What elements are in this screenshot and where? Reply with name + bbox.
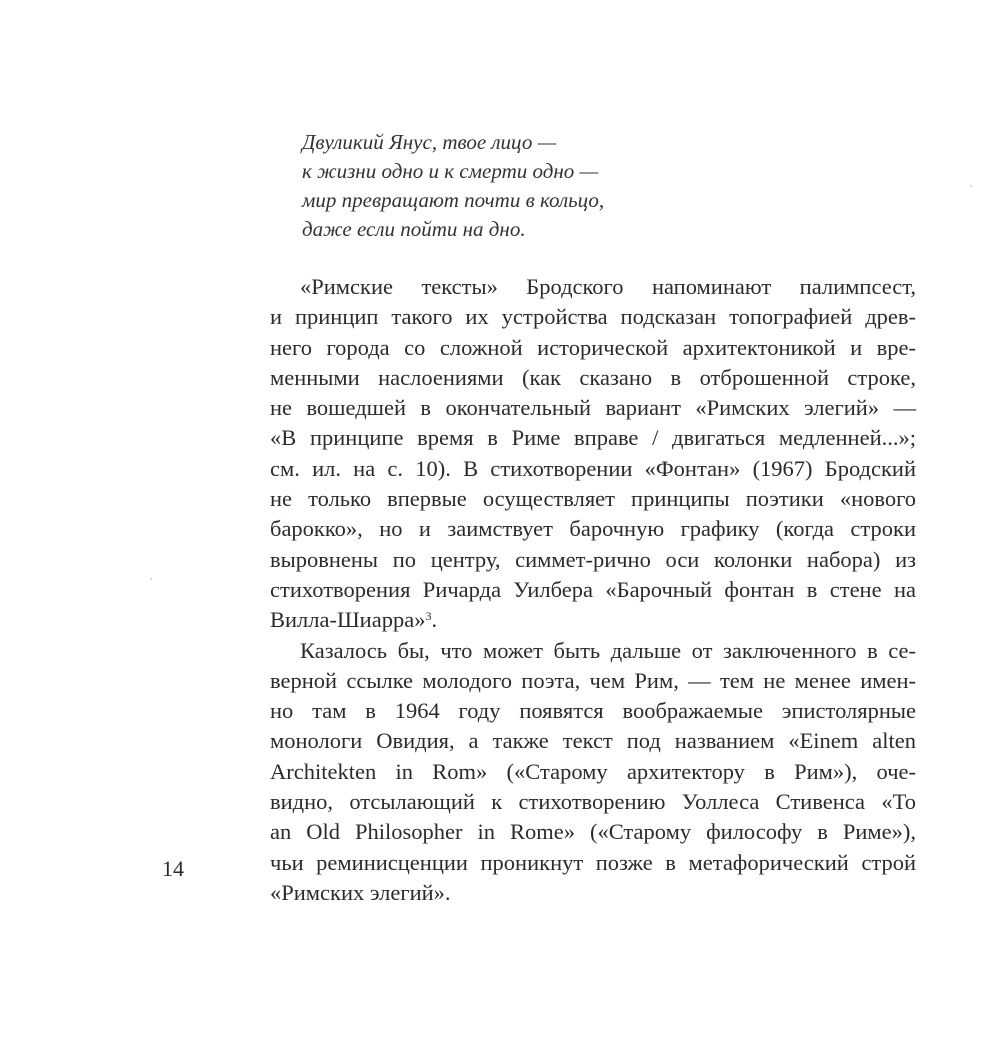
paragraph-line: an Old Philosopher in Rome» («Старому философу в Риме»),: [270, 819, 916, 845]
paragraph-line: «В принципе время в Риме вправе / двигаться медленней...»;: [270, 425, 916, 451]
epigraph-line: к жизни одно и к смерти одно —: [302, 159, 599, 183]
paragraph-line: «Римских элегий».: [270, 879, 451, 905]
footnote-reference[interactable]: 3: [425, 609, 432, 624]
paragraph-line: но там в 1964 году появятся воображаемые эпистолярные: [270, 698, 916, 724]
paragraph-line: стихотворения Ричарда Уилбера «Барочный фонтан в стене на: [270, 576, 916, 602]
paragraph-line: не только впервые осуществляет принципы поэтики «нового: [270, 486, 916, 512]
body-text: [270, 272, 916, 908]
paragraph-line-with-footnote: [270, 605, 916, 635]
paper-speck: [150, 578, 152, 580]
epigraph-poem: [302, 128, 722, 244]
paragraph-line: барокко», но и заимствует барочную графику (когда строки: [270, 516, 916, 542]
paragraph-line-text: Вилла-Шиарра»: [270, 607, 426, 633]
paragraph-line: верной ссылке молодого поэта, чем Рим, — тем не менее имен-: [270, 667, 916, 693]
paragraph-line: Казалось бы, что может быть дальше от заключенного в се-: [300, 637, 916, 663]
paragraph-line: и принцип такого их устройства подсказан топографией древ-: [270, 304, 916, 330]
paragraph-line: Architekten in Rom» («Старому архитектору в Рим»), оче-: [270, 758, 916, 784]
epigraph-line: мир превращают почти в кольцо,: [302, 188, 605, 212]
paragraph-line: монологи Овидия, а также текст под названием «Einem alten: [270, 728, 916, 754]
paragraph-line: чьи реминисценции проникнут позже в метафорический строй: [270, 849, 916, 875]
paragraph-line: см. ил. на с. 10). В стихотворении «Фонтан» (1967) Бродский: [270, 455, 916, 481]
page-number: 14: [162, 856, 184, 881]
paragraph-line: видно, отсылающий к стихотворению Уоллеса Стивенса «To: [270, 789, 916, 815]
epigraph-line: даже если пойти на дно.: [302, 217, 526, 241]
sentence-end: .: [431, 607, 438, 633]
paragraph-line: не вошедшей в окончательный вариант «Римских элегий» —: [270, 395, 916, 421]
paragraph-line: него города со сложной исторической архитектоникой и вре-: [270, 334, 916, 360]
epigraph-line: Двуликий Янус, твое лицо —: [302, 130, 557, 154]
paragraph-line: выровнены по центру, симмет-рично оси колонки набора) из: [270, 546, 916, 572]
paragraph-line: менными наслоениями (как сказано в отброшенной строке,: [270, 364, 916, 390]
paragraph-line: «Римские тексты» Бродского напоминают палимпсест,: [300, 274, 916, 299]
paper-speck: [970, 185, 972, 187]
